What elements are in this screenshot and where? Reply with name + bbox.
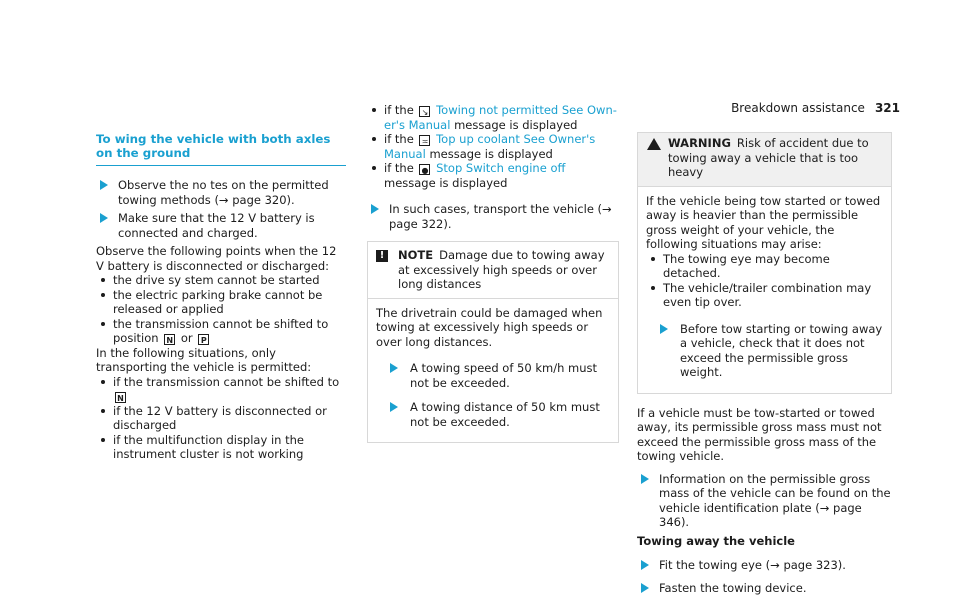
note-box [367, 241, 619, 443]
step-arrow-icon [390, 402, 398, 412]
note-label: NOTE [398, 248, 434, 262]
warning-body [638, 187, 891, 393]
list-item: if the ● Stop Switch engine off message is displayed [367, 161, 619, 190]
towing-warning-icon: ↘ [419, 106, 430, 117]
display-message: Stop Switch engine off [436, 161, 566, 175]
bullet-icon [101, 322, 105, 326]
step-arrow-icon [641, 560, 649, 570]
display-message: Top up coolant See Owner's Manual [384, 132, 596, 161]
bullet-icon [651, 257, 655, 261]
bullet-icon [372, 108, 376, 112]
step-arrow-icon [371, 204, 379, 214]
list-item: if the ↘ Towing not permitted See Owner's Manual message is displayed [367, 103, 619, 132]
display-message: Towing not permitted See Owner's Manual [384, 103, 617, 132]
engine-stop-icon: ● [419, 164, 430, 175]
instruction-step: Before tow starting or towing away a vehicle, check that it does not exceed the permissible gross weight. [646, 322, 883, 380]
warning-title: Risk of accident due to towing away a vehicle that is too heavy [668, 136, 869, 179]
paragraph: Observe the following points when the 12 V battery is disconnected or discharged: [96, 244, 337, 273]
bullet-icon [372, 166, 376, 170]
subsection-heading: Towing away the vehicle [637, 533, 795, 548]
bullet-icon [372, 137, 376, 141]
page-header [731, 101, 900, 116]
warning-label: WARNING [668, 136, 731, 150]
list-item: the drive sy stem cannot be started [96, 273, 346, 288]
instruction-step: A towing speed of 50 km/h must not be exceeded. [376, 361, 610, 390]
note-body [368, 299, 618, 443]
bullet-icon [651, 286, 655, 290]
page-number: 321 [874, 101, 900, 115]
column-right [637, 132, 892, 599]
list-item: the electric parking brake cannot be released or applied [96, 288, 346, 317]
warning-box [637, 132, 892, 394]
step-arrow-icon [390, 363, 398, 373]
exclamation-icon: ! [376, 250, 388, 262]
paragraph: In the following situations, only transporting the vehicle is permitted: [96, 345, 312, 374]
instruction-step: Information on the permissible gross mass of the vehicle can be found on the vehicle identification plate (→ page 346). [637, 472, 892, 530]
list-item: if the ≍ Top up coolant See Owner's Manual message is displayed [367, 132, 619, 161]
note-header [368, 242, 618, 299]
step-arrow-icon [641, 474, 649, 484]
instruction-step: In such cases, transport the vehicle (→ page 322). [367, 202, 619, 231]
list-item: if the 12 V battery is disconnected or discharged [96, 404, 346, 433]
list-item: if the transmission cannot be shifted to N [96, 375, 346, 404]
instruction-step: Make sure that the 12 V battery is connected and charged. [96, 211, 346, 240]
section-heading: To wing the vehicle with both axles on the ground [96, 132, 346, 166]
bullet-icon [101, 293, 105, 297]
note-title: Damage due to towing away at excessively high speeds or over long distances [398, 248, 605, 291]
warning-header [638, 133, 891, 187]
list-item: if the multifunction display in the instrument cluster is not working [96, 433, 346, 462]
gear-n-icon: N [115, 392, 126, 403]
step-arrow-icon [660, 324, 668, 334]
bullet-icon [101, 278, 105, 282]
instruction-step: Observe the no tes on the permitted towing methods (→ page 320). [96, 178, 346, 207]
list-item: the transmission cannot be shifted to position N or P [96, 317, 346, 346]
column-middle [367, 103, 619, 443]
warning-text: If the vehicle being tow started or towed away is heavier than the permissible gross weight of your vehicle, the following situations may arise: [646, 193, 881, 251]
paragraph: If a vehicle must be tow-started or towed away, its permissible gross mass must not exceed the permissible gross mass of the towing vehicle. [637, 405, 882, 463]
instruction-step: Fasten the towing device. [637, 581, 892, 596]
bullet-icon [101, 438, 105, 442]
gear-n-icon: N [164, 334, 175, 345]
instruction-step: Fit the towing eye (→ page 323). [637, 558, 892, 573]
section-title: Breakdown assistance [731, 101, 865, 115]
note-text: The drivetrain could be damaged when towing at excessively high speeds or over long distances. [376, 305, 603, 349]
bullet-icon [101, 380, 105, 384]
instruction-step: A towing distance of 50 km must not be exceeded. [376, 400, 610, 429]
step-arrow-icon [100, 180, 108, 190]
column-left [96, 132, 346, 462]
step-arrow-icon [100, 213, 108, 223]
list-item: The towing eye may become detached. [646, 252, 883, 281]
coolant-icon: ≍ [419, 135, 430, 146]
warning-triangle-icon [647, 138, 661, 150]
list-item: The vehicle/trailer combination may even tip over. [646, 281, 883, 310]
gear-p-icon: P [198, 334, 209, 345]
bullet-icon [101, 409, 105, 413]
step-arrow-icon [641, 583, 649, 593]
